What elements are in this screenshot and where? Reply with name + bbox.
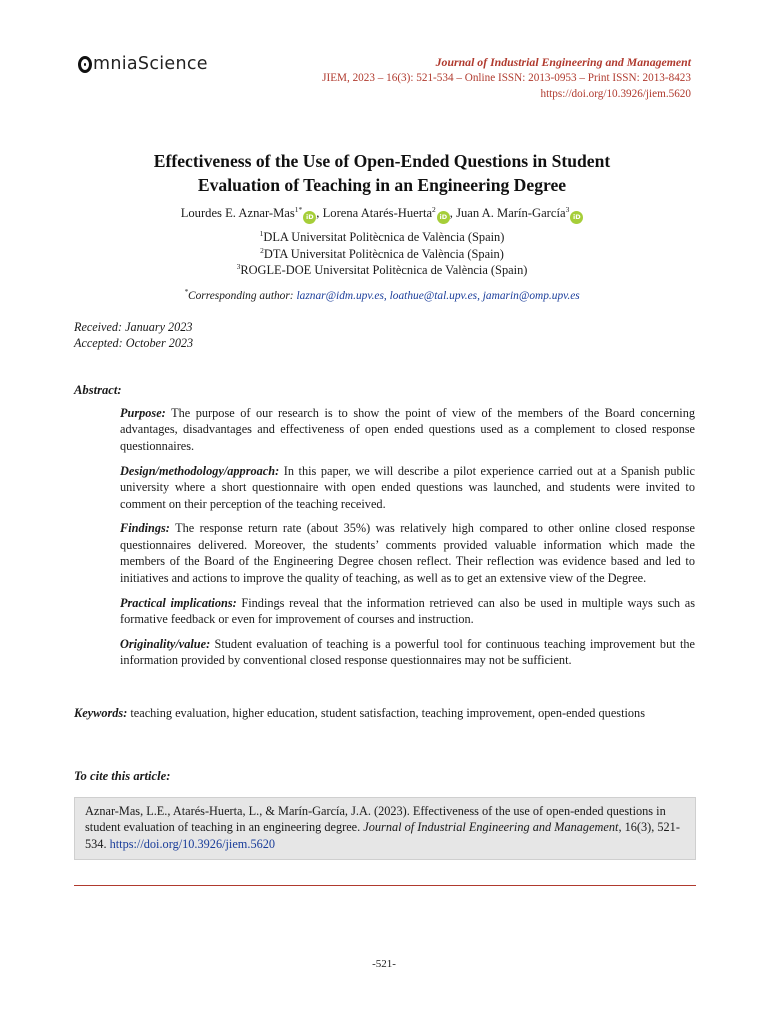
orcid-icon[interactable]: iD [570, 211, 583, 224]
abstract-originality-label: Originality/value: [120, 636, 211, 651]
article-title [90, 150, 674, 197]
abstract-purpose [120, 405, 695, 454]
orcid-icon[interactable]: iD [303, 211, 316, 224]
citation-box [74, 797, 696, 860]
affiliation-sup: 1 [259, 228, 264, 238]
abstract-findings-label: Findings: [120, 521, 170, 536]
abstract-purpose-label: Purpose: [120, 406, 166, 420]
cite-heading: To cite this article: [74, 769, 171, 783]
abstract-originality [120, 636, 695, 669]
abstract-findings [120, 520, 695, 586]
citation-journal: Journal of Industrial Engineering and Management [363, 820, 619, 835]
omniascience-logo[interactable] [78, 54, 208, 74]
abstract-practical-label: Practical implications: [120, 595, 237, 610]
author-name: Lorena Atarés-Huerta [322, 206, 433, 220]
journal-header [322, 54, 691, 102]
keywords-text: teaching evaluation, higher education, student satisfaction, teaching improvement, open-ended questions [127, 706, 645, 720]
author-sup: 1* [294, 204, 303, 214]
abstract-heading: Abstract: [74, 383, 122, 397]
abstract-practical [120, 595, 695, 628]
author-sup: 2 [432, 204, 436, 214]
affiliation-item [100, 246, 664, 263]
accepted-date: Accepted: October 2023 [74, 335, 194, 350]
keywords-label: Keywords: [74, 706, 128, 720]
affiliation-item [100, 262, 664, 279]
author-sup: 3 [565, 204, 570, 214]
affiliation-text: ROGLE-DOE Universitat Politècnica de València (Spain) [240, 263, 528, 277]
affiliation-item [100, 229, 664, 246]
abstract-design-text: In this paper, we will describe a pilot experience carried out at a Spanish public university where a short questionnaire with open ended questions was launched, and students were invited to comment on their perception of the teaching received. [120, 463, 695, 511]
title-line-1: Effectiveness of the Use of Open-Ended Questions in Student [153, 151, 611, 171]
abstract-design [120, 463, 695, 512]
author-name: Lourdes E. Aznar-Mas [180, 206, 295, 220]
received-date: Received: January 2023 [74, 320, 193, 334]
author-list [70, 205, 694, 224]
corresp-emails[interactable]: laznar@idm.upv.es, loathue@tal.upv.es, jamarin@omp.upv.es [296, 290, 580, 302]
corresp-label: Corresponding author: [188, 290, 297, 302]
corresp-sup: * [184, 287, 189, 297]
logo-text: mniaScience [93, 54, 208, 74]
journal-meta: JIEM, 2023 – 16(3): 521-534 – Online ISSN: 2013-0953 – Print ISSN: 2013-8423 [322, 72, 691, 84]
affiliation-sup: 3 [236, 261, 241, 271]
abstract-originality-text: Student evaluation of teaching is a powerful tool for continuous teaching improvement but the information provided by conventional closed response questionnaires may not be sufficient. [120, 636, 695, 668]
article-dates [74, 320, 193, 351]
affiliation-text: DLA Universitat Politècnica de València (Spain) [263, 230, 505, 244]
logo-o-icon [78, 56, 92, 73]
author-sep: , [316, 206, 323, 220]
keywords [74, 705, 695, 721]
abstract-body [120, 405, 695, 677]
abstract-findings-text: The response return rate (about 35%) was relatively high compared to other online closed response questionnaires delivered. Moreover, the students’ comments provided valuable information which made the members of the Board of the Engineering Degree chosen reflect. Their reflection was evidence based and led to initiatives and actions to improve the quality of teaching, as well as to get an extensive view of the Degree. [120, 521, 695, 585]
corresponding-author [80, 287, 684, 302]
author-sep: , [449, 206, 457, 220]
affiliation-text: DTA Universitat Politècnica de València (Spain) [263, 246, 504, 261]
journal-name: Journal of Industrial Engineering and Management [435, 55, 691, 69]
affiliation-sup: 2 [260, 245, 264, 255]
affiliations [100, 229, 664, 279]
journal-doi-link[interactable]: https://doi.org/10.3926/jiem.5620 [540, 88, 691, 100]
abstract-design-label: Design/methodology/approach: [120, 463, 280, 478]
title-line-2: Evaluation of Teaching in an Engineering Degree [197, 174, 567, 195]
abstract-practical-text: Findings reveal that the information retrieved can also be used in multiple ways such as formative feedback or even for improvement of courses and instruction. [120, 595, 695, 626]
citation-text: Aznar-Mas, L.E., Atarés-Huerta, L., & Marín-García, J.A. (2023). Effectiveness of the use of open-ended questions in student evaluation of teaching in an engineering degree. [85, 804, 666, 835]
orcid-icon[interactable]: iD [437, 211, 450, 224]
abstract-purpose-text: The purpose of our research is to show the point of view of the members of the Board concerning advantages, disadvantages and effectiveness of open ended questions used as a complement to closed response questionnaires. [120, 406, 695, 453]
author-name: Juan A. Marín-García [456, 206, 566, 220]
footer-rule [74, 885, 696, 886]
citation-volume: , 16(3), 521-534. [85, 820, 680, 851]
citation-doi-link[interactable]: https://doi.org/10.3926/jiem.5620 [109, 836, 276, 851]
page-number: -521- [372, 958, 396, 970]
